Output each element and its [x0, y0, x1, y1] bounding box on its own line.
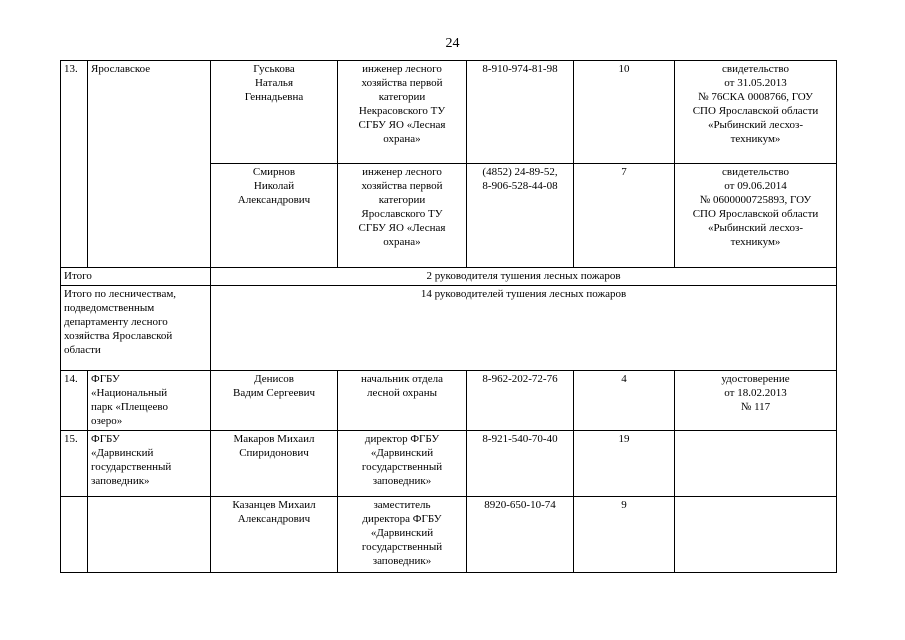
phone-cell: 8-910-974-81-98 [467, 61, 574, 164]
phone-cell: 8-962-202-72-76 [467, 371, 574, 431]
phone-cell: 8920-650-10-74 [467, 497, 574, 573]
total-label: Итого [61, 268, 211, 286]
position-cell: заместитель директора ФГБУ «Дарвинский государственный заповедник» [338, 497, 467, 573]
total-value: 2 руководителя тушения лесных пожаров [211, 268, 837, 286]
grand-total-row [61, 286, 837, 371]
position-cell: инженер лесного хозяйства первой категории Некрасовского ТУ СГБУ ЯО «Лесная охрана» [338, 61, 467, 164]
position-cell: директор ФГБУ «Дарвинский государственный заповедник» [338, 431, 467, 497]
row-number [61, 497, 88, 573]
table-row [61, 497, 837, 573]
name-cell: Смирнов Николай Александрович [211, 164, 338, 268]
table-row [61, 371, 837, 431]
name-cell: Макаров Михаил Спиридонович [211, 431, 338, 497]
name-cell: Гуськова Наталья Геннадьевна [211, 61, 338, 164]
name-cell: Денисов Вадим Сергеевич [211, 371, 338, 431]
years-cell: 19 [574, 431, 675, 497]
phone-cell: 8-921-540-70-40 [467, 431, 574, 497]
position-cell: инженер лесного хозяйства первой категории Ярославского ТУ СГБУ ЯО «Лесная охрана» [338, 164, 467, 268]
total-row [61, 268, 837, 286]
row-number: 14. [61, 371, 88, 431]
certificate-cell [675, 431, 837, 497]
page-number: 24 [445, 36, 460, 51]
table-row [61, 431, 837, 497]
org-cell: ФГБУ «Дарвинский государственный заповедник» [88, 431, 211, 497]
years-cell: 10 [574, 61, 675, 164]
org-cell [88, 497, 211, 573]
row-number: 15. [61, 431, 88, 497]
certificate-cell [675, 497, 837, 573]
years-cell: 4 [574, 371, 675, 431]
position-cell: начальник отдела лесной охраны [338, 371, 467, 431]
certificate-cell: удостоверение от 18.02.2013 № 117 [675, 371, 837, 431]
years-cell: 7 [574, 164, 675, 268]
org-cell: Ярославское [88, 61, 211, 268]
certificate-cell: свидетельство от 31.05.2013 № 76СКА 0008766, ГОУ СПО Ярославской области «Рыбинский лесхоз- техникум» [675, 61, 837, 164]
phone-cell: (4852) 24-89-52, 8-906-528-44-08 [467, 164, 574, 268]
row-number: 13. [61, 61, 88, 268]
table-row [61, 61, 837, 164]
certificate-cell: свидетельство от 09.06.2014 № 0600000725893, ГОУ СПО Ярославской области «Рыбинский лесхоз- техникум» [675, 164, 837, 268]
grand-total-label: Итого по лесничествам, подведомственным департаменту лесного хозяйства Ярославской области [61, 286, 211, 371]
name-cell: Казанцев Михаил Александрович [211, 497, 338, 573]
org-cell: ФГБУ «Национальный парк «Плещеево озеро» [88, 371, 211, 431]
grand-total-value: 14 руководителей тушения лесных пожаров [211, 286, 837, 371]
years-cell: 9 [574, 497, 675, 573]
fire-managers-table [60, 60, 837, 573]
